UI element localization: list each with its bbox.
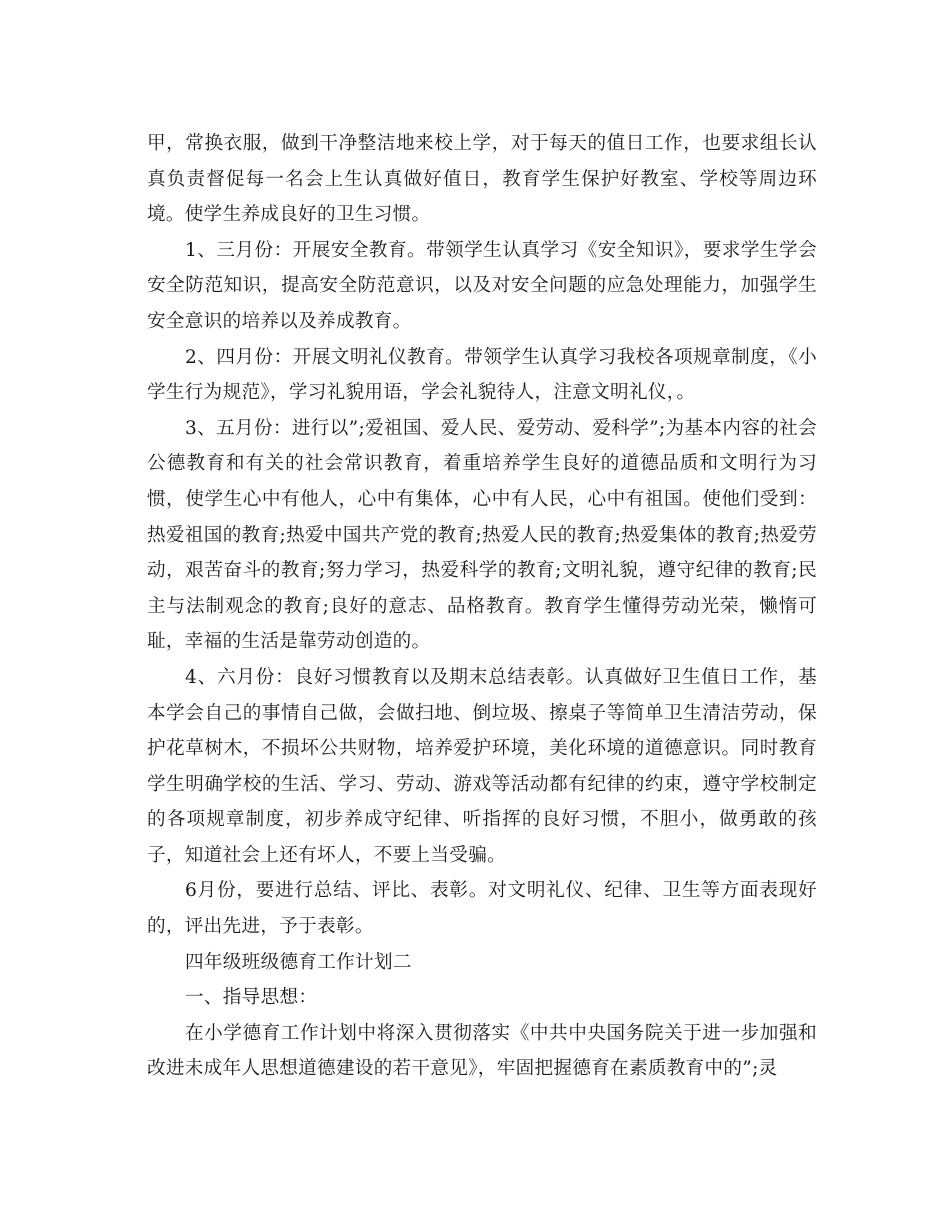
paragraph-april-etiquette: 2、四月份：开展文明礼仪教育。带领学生认真学习我校各项规章制度，《小学生行为规范》，学习礼貌用语，学会礼貌待人，注意文明礼仪，。 — [147, 346, 817, 404]
paragraph-march-safety: 1、三月份：开展安全教育。带领学生认真学习《安全知识》，要求学生学会安全防范知识，提高安全防范意识，以及对安全问题的应急处理能力，加强学生安全意识的培养以及养成教育。 — [147, 239, 817, 332]
section-title-plan-two: 四年级班级德育工作计划二 — [185, 951, 412, 973]
paragraph-may-morality: 3、五月份：进行以”;爱祖国、爱人民、爱劳动、爱科学”;为基本内容的社会公德教育和有关的社会常识教育，着重培养学生良好的道德品质和文明行为习惯，使学生心中有他人，心中有集体，心中有人民，心中有祖国。使他们受到：热爱祖国的教育;热爱中国共产党的教育;热爱人民的教育;热爱集体的教育;热爱劳动，艰苦奋斗的教育;努力学习，热爱科学的教育;文明礼貌，遵守纪律的教育;民主与法制观念的教育;良好的意志、品格教育。教育学生懂得劳动光荣，懒惰可耻，幸福的生活是靠劳动创造的。 — [147, 417, 817, 653]
heading-guiding-ideology: 一、指导思想： — [185, 987, 318, 1009]
paragraph-hygiene-continuation: 甲，常换衣服，做到干净整洁地来校上学，对于每天的值日工作，也要求组长认真负责督促每一名会上生认真做好值日，教育学生保护好教室、学校等周边环境。使学生养成良好的卫生习惯。 — [147, 133, 817, 226]
paragraph-june-summary: 6月份，要进行总结、评比、表彰。对文明礼仪、纪律、卫生等方面表现好的，评出先进，予于表彰。 — [147, 880, 817, 938]
paragraph-june-habits: 4、六月份：良好习惯教育以及期末总结表彰。认真做好卫生值日工作，基本学会自己的事情自己做，会做扫地、倒垃圾、擦桌子等简单卫生清洁劳动，保护花草树木，不损坏公共财物，培养爱护环境，美化环境的道德意识。同时教育学生明确学校的生活、学习、劳动、游戏等活动都有纪律的约束，遵守学校制定的各项规章制度，初步养成守纪律、听指挥的良好习惯，不胆小，做勇敢的孩子，知道社会上还有坏人，不要上当受骗。 — [147, 666, 817, 866]
document-body — [147, 126, 817, 1087]
paragraph-guiding-ideology: 在小学德育工作计划中将深入贯彻落实《中共中央国务院关于进一步加强和改进未成年人思想道德建设的若干意见》，牢固把握德育在素质教育中的”;灵 — [147, 1022, 817, 1080]
